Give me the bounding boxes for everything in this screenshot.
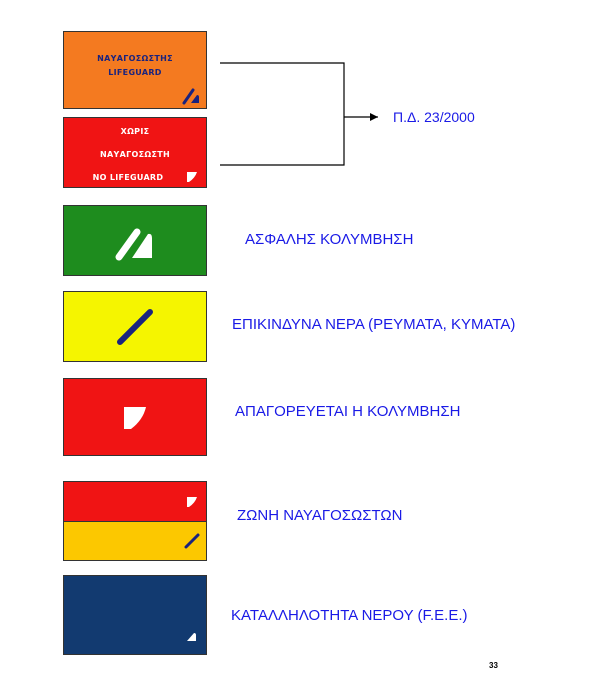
no-swimming-symbol-icon (121, 404, 149, 432)
lifeguard-zone-flag (63, 481, 207, 561)
zone-bottom-symbol-icon (183, 532, 201, 550)
lifeguard-symbol-icon (182, 87, 202, 105)
no-lifeguard-flag-line3: NO LIFEGUARD (92, 173, 164, 182)
lifeguard-zone-label: ΖΩΝΗ ΝΑΥΑΓΟΣΩΣΤΩΝ (237, 507, 403, 524)
lifeguard-flag-english-text: LIFEGUARD (108, 68, 162, 77)
safe-swimming-symbol-icon (114, 218, 160, 262)
safe-swimming-label: ΑΣΦΑΛΗΣ ΚΟΛΥΜΒΗΣΗ (245, 231, 414, 248)
no-swimming-flag (63, 378, 207, 456)
no-lifeguard-flag-line2: ΝΑΥΑΓΟΣΩΣΤΗ (100, 150, 170, 159)
no-swim-symbol-icon (185, 170, 199, 184)
dangerous-waters-flag (63, 291, 207, 362)
water-quality-label: ΚΑΤΑΛΛΗΛΟΤΗΤΑ ΝΕΡΟΥ (F.E.E.) (231, 607, 468, 624)
no-swimming-label: ΑΠΑΓΟΡΕΥΕΤΑΙ Η ΚΟΛΥΜΒΗΣΗ (235, 403, 461, 420)
connector-bracket (218, 60, 383, 170)
decree-label: Π.Δ. 23/2000 (393, 109, 475, 125)
lifeguard-flag-greek-text: ΝΑΥΑΓΟΣΩΣΤΗΣ (97, 54, 173, 63)
safe-swimming-flag (63, 205, 207, 276)
no-lifeguard-flag (63, 117, 207, 188)
water-quality-symbol-icon (185, 631, 197, 643)
zone-top-symbol-icon (185, 495, 199, 509)
no-lifeguard-flag-line1: ΧΩΡΙΣ (120, 127, 150, 136)
lifeguard-flag (63, 31, 207, 109)
water-quality-flag (63, 575, 207, 655)
dangerous-waters-label: ΕΠΙΚΙΝΔΥΝΑ ΝΕΡΑ (ΡΕΥΜΑΤΑ, ΚΥΜΑΤΑ) (232, 316, 516, 333)
page-number: 33 (489, 661, 498, 670)
dangerous-waters-symbol-icon (114, 306, 158, 348)
